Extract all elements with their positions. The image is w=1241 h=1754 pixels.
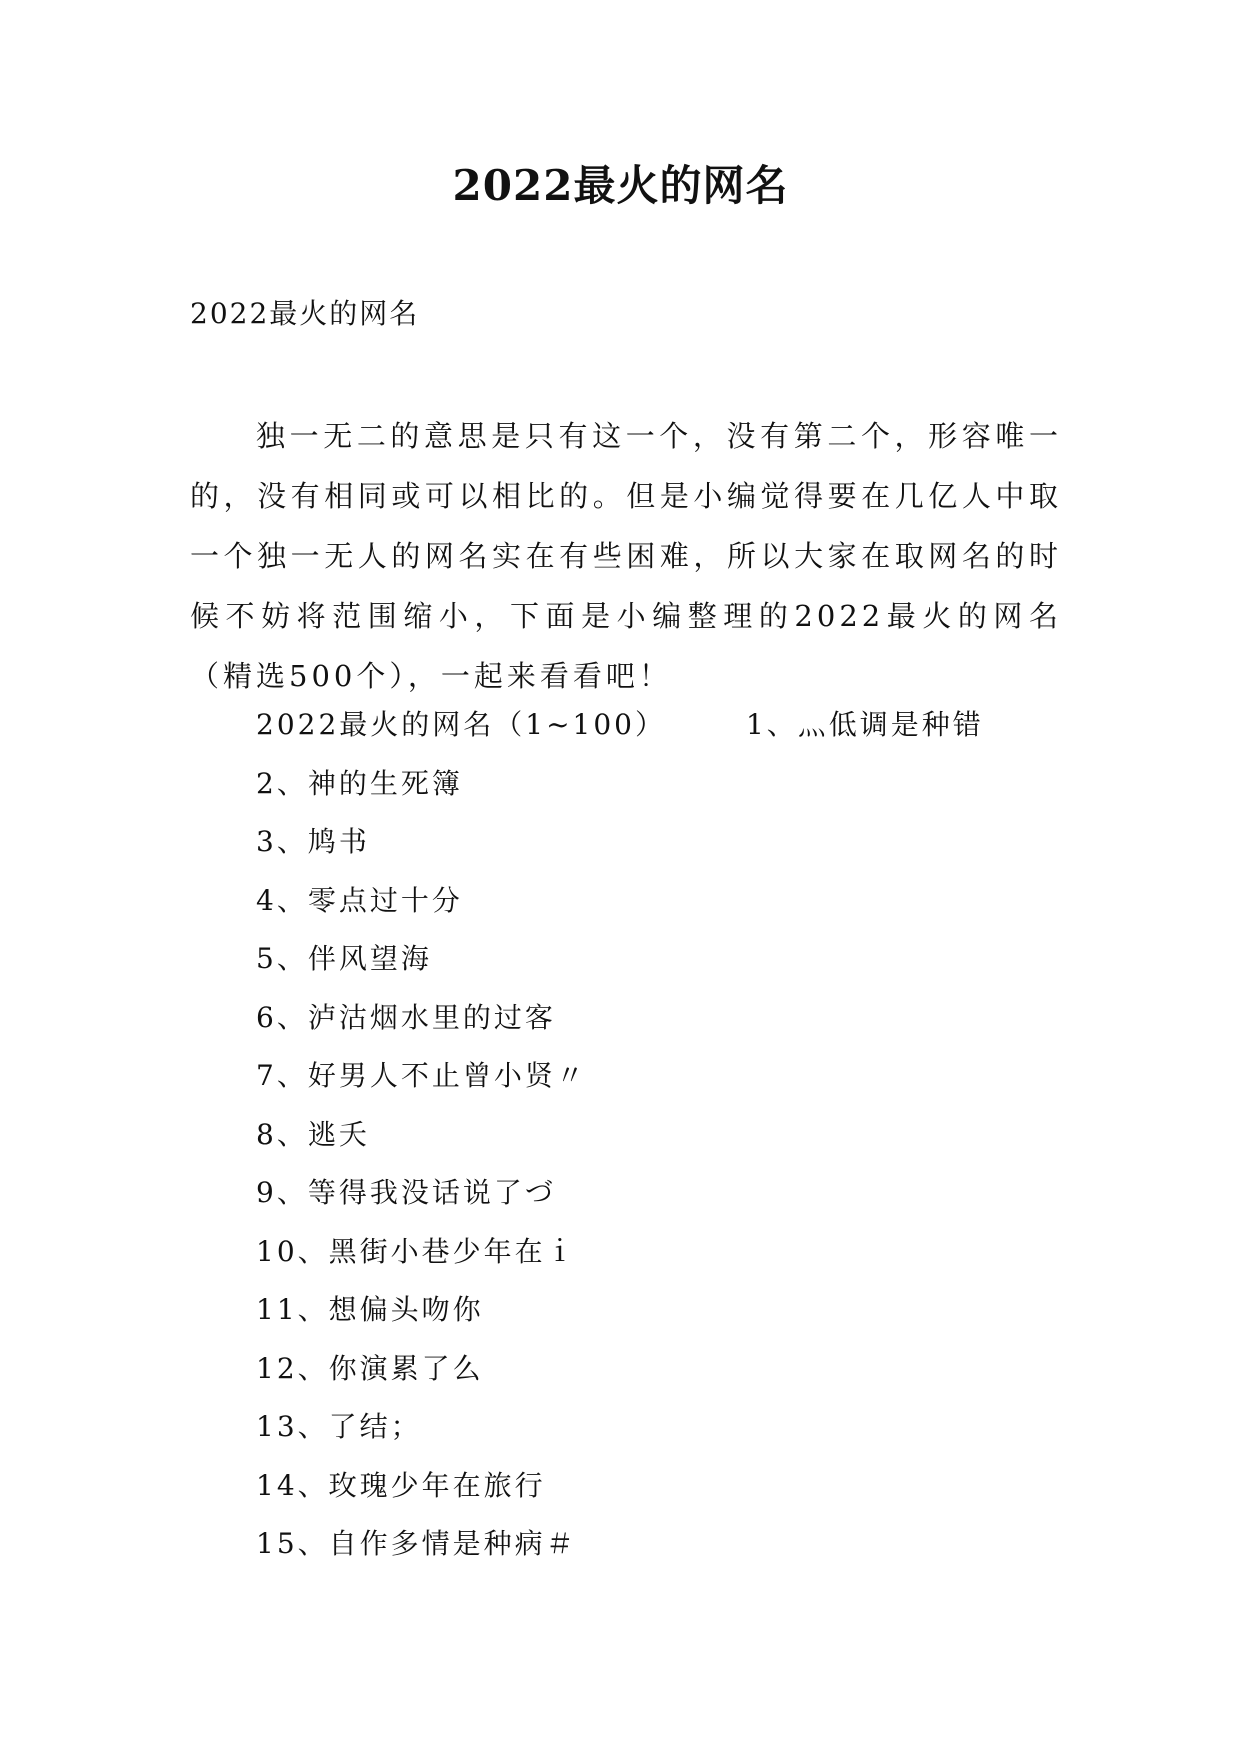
list-item: 13、了结； — [256, 1410, 422, 1443]
name-list — [256, 696, 984, 1574]
list-item: 4、零点过十分 — [256, 883, 463, 917]
list-item: 8、逃夭 — [256, 1117, 370, 1151]
list-item: 15、自作多情是种病＃ — [256, 1527, 577, 1560]
document-title: 2022最火的网名 — [452, 161, 789, 210]
list-item: 3、鸠书 — [256, 825, 370, 858]
list-item: 14、玫瑰少年在旅行 — [256, 1468, 546, 1502]
list-item: 7、好男人不止曾小贤〃 — [256, 1059, 587, 1092]
list-item — [256, 696, 984, 755]
list-item: 12、你演累了么 — [256, 1351, 484, 1385]
list-item: 5、伴风望海 — [256, 942, 432, 975]
document-subtitle: 2022最火的网名 — [190, 297, 420, 330]
list-item: 2、神的生死簿 — [256, 766, 463, 800]
list-item: 11、想偏头吻你 — [256, 1293, 484, 1326]
list-item: 10、黑街小巷少年在ｉ — [256, 1234, 577, 1268]
list-item-text: 1、灬低调是种错 — [745, 708, 984, 741]
list-item: 9、等得我没话说了づ — [256, 1176, 556, 1209]
section-heading: 2022最火的网名（1~100） — [256, 708, 666, 741]
intro-paragraph: 独一无二的意思是只有这一个，没有第二个，形容唯一的，没有相同或可以相比的。但是小编觉得要在几亿人中取一个独一无人的网名实在有些困难，所以大家在取网名的时候不妨将范围缩小，下面是小编整理的2022最火的网名（精选500个），一起来看看吧！ — [190, 419, 1062, 693]
list-item: 6、泸沽烟水里的过客 — [256, 1000, 556, 1034]
